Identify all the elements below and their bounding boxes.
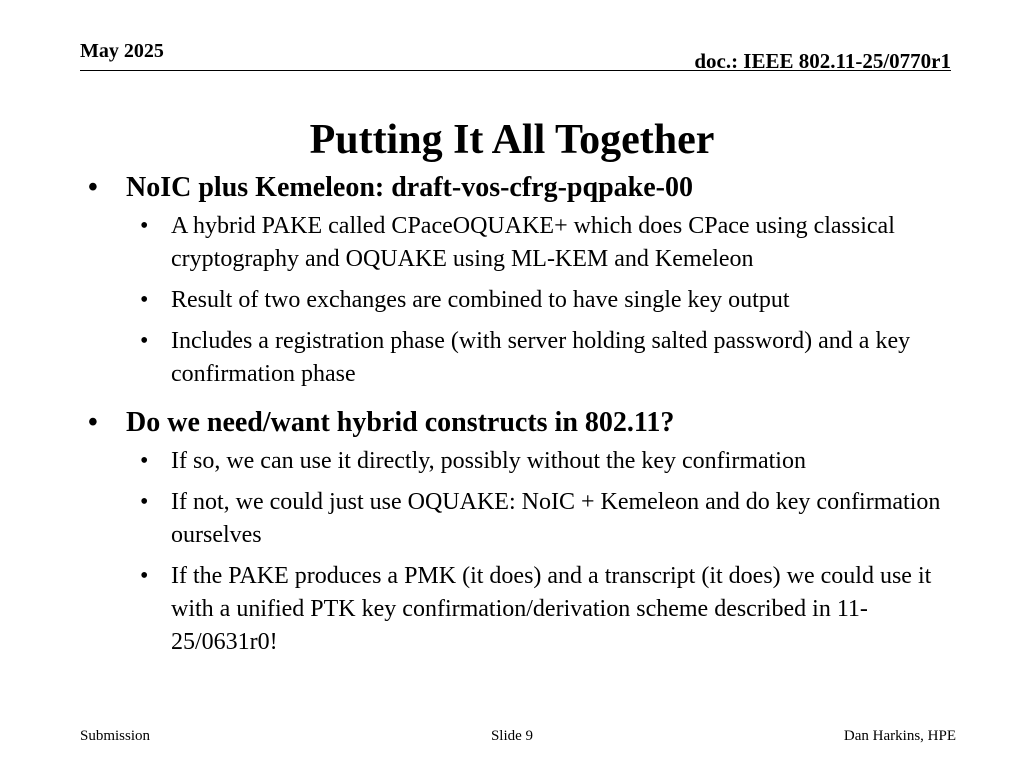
bullet-icon: • xyxy=(88,407,98,438)
header-doc-number: doc.: IEEE 802.11-25/0770r1 xyxy=(694,49,951,73)
sub-bullet-1-3 xyxy=(88,325,948,391)
sub-bullet-text: If so, we can use it directly, possibly without the key confirmation xyxy=(171,448,806,474)
bullet-1 xyxy=(88,170,948,206)
slide-title: Putting It All Together xyxy=(309,117,715,163)
bullet-icon: • xyxy=(140,287,149,313)
bullet-text: NoIC plus Kemeleon: draft-vos-cfrg-pqpake-00 xyxy=(126,172,693,203)
footer-slide-number: Slide 9 xyxy=(490,728,534,744)
bullet-icon: • xyxy=(140,489,149,515)
header-rule xyxy=(80,70,951,71)
bullet-icon: • xyxy=(140,328,149,354)
sub-bullet-text: If the PAKE produces a PMK (it does) and a transcript (it does) we could use it with a unified PTK key confirmation/derivation scheme described in 11-25/0631r0! xyxy=(171,563,932,655)
bullet-icon: • xyxy=(140,448,149,474)
bullet-2 xyxy=(88,405,948,441)
sub-bullet-text: Includes a registration phase (with server holding salted password) and a key confirmation phase xyxy=(171,328,911,387)
bullet-icon: • xyxy=(140,563,149,589)
sub-bullet-text: A hybrid PAKE called CPaceOQUAKE+ which does CPace using classical cryptography and OQUAKE using ML-KEM and Kemeleon xyxy=(171,213,895,272)
footer-author: Dan Harkins, HPE xyxy=(843,728,956,744)
sub-bullet-text: Result of two exchanges are combined to have single key output xyxy=(171,287,790,313)
slide-content xyxy=(88,170,948,659)
sub-bullet-2-2 xyxy=(88,486,948,552)
header-date: May 2025 xyxy=(80,40,164,62)
bullet-icon: • xyxy=(88,172,98,203)
bullet-text: Do we need/want hybrid constructs in 802.11? xyxy=(126,407,675,438)
footer-submission: Submission xyxy=(80,728,151,744)
sub-bullet-2-1 xyxy=(88,445,948,478)
sub-bullet-text: If not, we could just use OQUAKE: NoIC + Kemeleon and do key confirmation ourselves xyxy=(171,489,941,548)
sub-bullet-2-3 xyxy=(88,560,948,659)
sub-bullet-1-2 xyxy=(88,284,948,317)
sub-bullet-1-1 xyxy=(88,210,948,276)
bullet-icon: • xyxy=(140,213,149,239)
